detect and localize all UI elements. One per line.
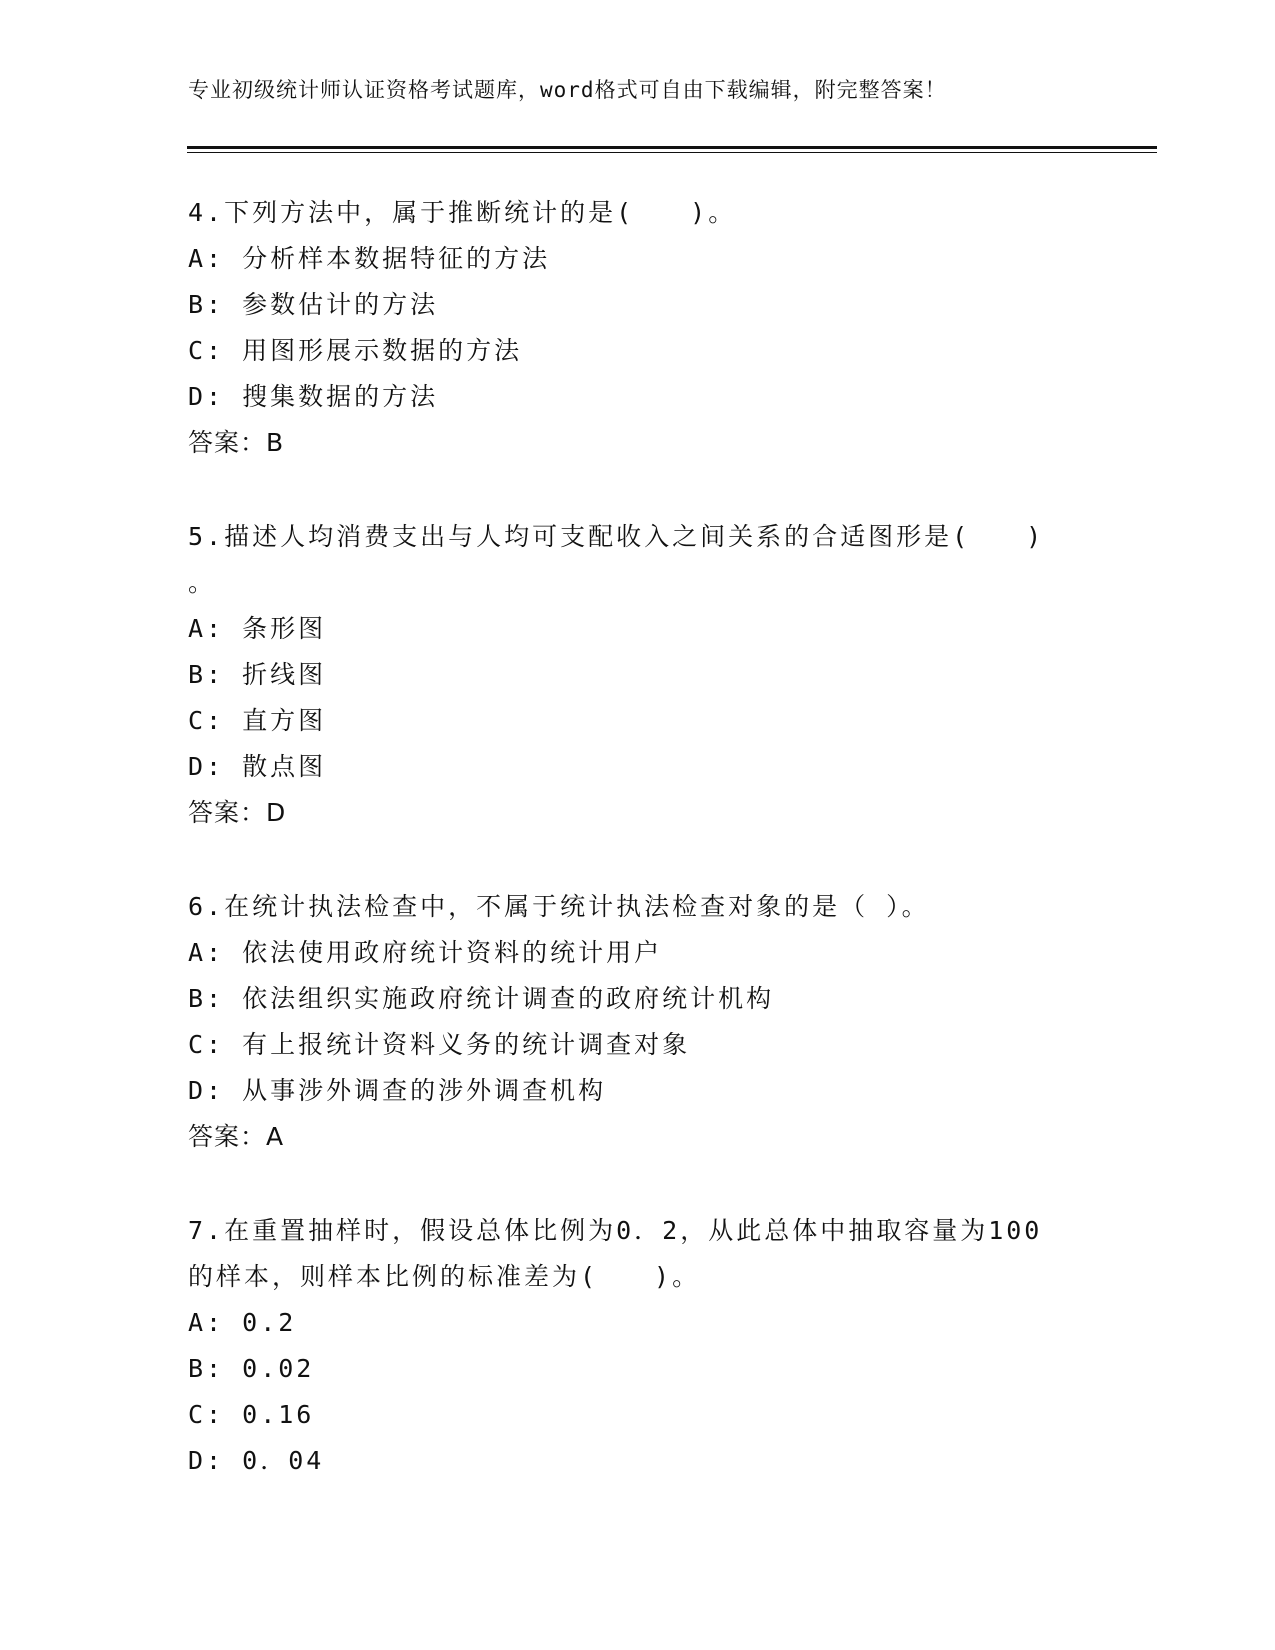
question-stem: 6.在统计执法检查中，不属于统计执法检查对象的是（ ）。 xyxy=(188,892,930,921)
option-b: B: 折线图 xyxy=(188,660,327,689)
option-a: A: 依法使用政府统计资料的统计用户 xyxy=(188,938,663,967)
option-c: C: 用图形展示数据的方法 xyxy=(188,336,523,365)
option-d: D: 从事涉外调查的涉外调查机构 xyxy=(188,1076,607,1105)
option-c: C: 有上报统计资料义务的统计调查对象 xyxy=(188,1030,691,1059)
question-6 xyxy=(188,884,1088,1160)
page-header: 专业初级统计师认证资格考试题库，word格式可自由下载编辑，附完整答案！ xyxy=(188,78,947,102)
answer-line: 答案：A xyxy=(188,1122,285,1151)
option-b: B: 参数估计的方法 xyxy=(188,290,439,319)
question-7 xyxy=(188,1208,1088,1484)
answer-line: 答案：B xyxy=(188,428,285,457)
question-4 xyxy=(188,190,1088,466)
question-stem: 4.下列方法中，属于推断统计的是( )。 xyxy=(188,198,737,227)
question-5 xyxy=(188,514,1088,836)
header-rule-thick xyxy=(187,146,1157,149)
option-d: D: 散点图 xyxy=(188,752,327,781)
option-c: C: 0.16 xyxy=(188,1400,315,1429)
option-a: A: 条形图 xyxy=(188,614,327,643)
question-stem-continued: 。 xyxy=(188,568,217,597)
option-a: A: 0.2 xyxy=(188,1308,297,1337)
question-stem-continued: 的样本，则样本比例的标准差为( )。 xyxy=(188,1262,701,1291)
option-a: A: 分析样本数据特征的方法 xyxy=(188,244,551,273)
answer-line: 答案：D xyxy=(188,798,287,827)
header-rule-thin xyxy=(187,152,1157,153)
option-b: B: 依法组织实施政府统计调查的政府统计机构 xyxy=(188,984,775,1013)
option-d: D: 0．04 xyxy=(188,1446,325,1475)
question-stem: 5.描述人均消费支出与人均可支配收入之间关系的合适图形是( ) xyxy=(188,522,1045,551)
option-d: D: 搜集数据的方法 xyxy=(188,382,439,411)
option-b: B: 0.02 xyxy=(188,1354,315,1383)
option-c: C: 直方图 xyxy=(188,706,327,735)
question-stem: 7.在重置抽样时，假设总体比例为0．2，从此总体中抽取容量为100 xyxy=(188,1216,1043,1245)
